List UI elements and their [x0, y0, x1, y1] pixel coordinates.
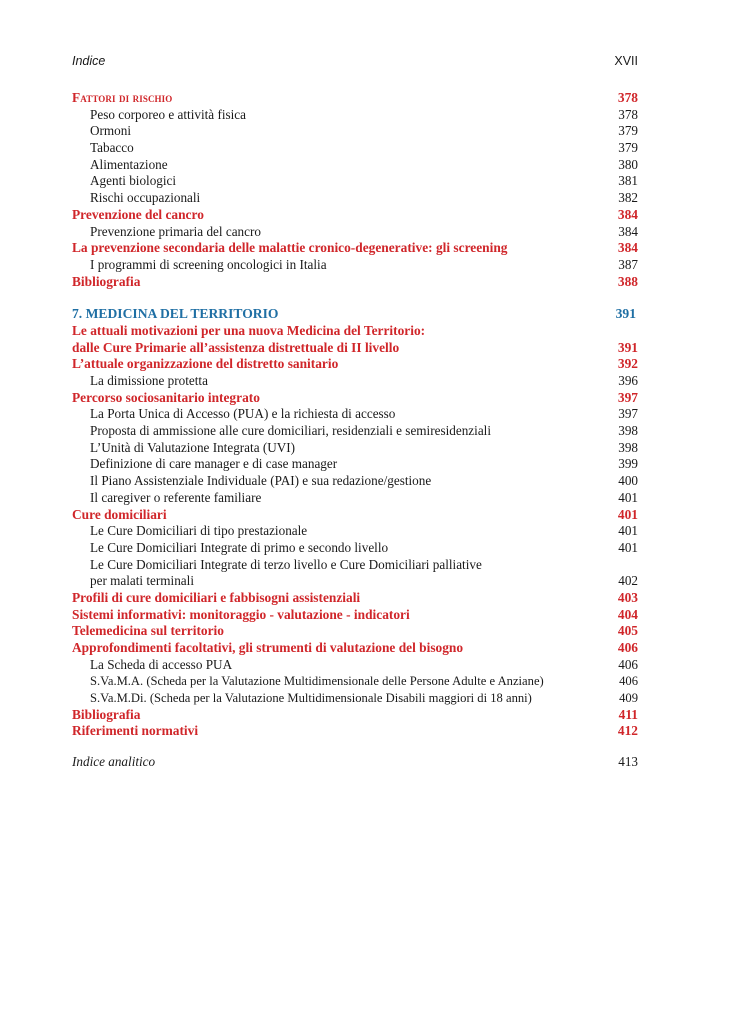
- toc-entry-title: Riferimenti normativi: [72, 723, 199, 739]
- toc-page-number: 382: [618, 190, 638, 206]
- toc-page-number: 409: [619, 691, 638, 706]
- toc-subsection-entry[interactable]: [72, 690, 638, 707]
- toc-page-number: 398: [618, 423, 638, 439]
- toc-subsection-entry[interactable]: [72, 406, 638, 423]
- toc-page-number: 399: [618, 456, 638, 472]
- running-head: [72, 54, 638, 72]
- toc-subsection-entry[interactable]: [72, 140, 638, 157]
- toc-page-number: 391: [615, 306, 636, 322]
- toc-page-number: 413: [618, 754, 638, 770]
- header-page-number: XVII: [614, 54, 638, 68]
- toc-section-entry[interactable]: [72, 207, 638, 224]
- toc-section-entry[interactable]: [72, 90, 638, 107]
- toc-entry-title: Il caregiver o referente familiare: [90, 489, 262, 505]
- toc-entry-title: Proposta di ammissione alle cure domiciliari, residenziali e semiresidenziali: [90, 423, 491, 439]
- toc-page-number: 406: [619, 674, 638, 689]
- toc-section-entry[interactable]: [72, 723, 638, 740]
- toc-page-number: 397: [618, 406, 638, 422]
- toc-section-entry[interactable]: [72, 640, 638, 657]
- toc-entry-title: Rischi occupazionali: [90, 190, 201, 206]
- toc-entry-title: Profili di cure domiciliari e fabbisogni assistenziali: [72, 589, 361, 605]
- toc-page-number: 411: [618, 706, 638, 722]
- toc-entry-title: I programmi di screening oncologici in Italia: [90, 256, 327, 272]
- toc-page-number: 405: [617, 623, 638, 639]
- toc-section-entry[interactable]: [72, 390, 638, 407]
- toc-subsection-entry[interactable]: [72, 123, 638, 140]
- toc-entry-title: La dimissione protetta: [90, 373, 208, 388]
- toc-subsection-entry[interactable]: [72, 224, 638, 241]
- toc-entry-title: dalle Cure Primarie all’assistenza distrettuale di II livello: [72, 339, 400, 355]
- toc-entry-title: Prevenzione del cancro: [72, 206, 204, 222]
- toc-subsection-entry[interactable]: [72, 754, 638, 771]
- toc-page-number: 400: [618, 473, 638, 489]
- toc-subsection-entry[interactable]: [72, 173, 638, 190]
- toc-page-number: 379: [618, 123, 638, 139]
- toc-entry-title: Fattori di rischio: [72, 90, 173, 105]
- toc-page-number: 392: [617, 356, 638, 372]
- toc-entry-title: Approfondimenti facoltativi, gli strumenti di valutazione del bisogno: [72, 640, 464, 655]
- toc-page-number: 402: [618, 573, 638, 589]
- toc-section-entry[interactable]: [72, 323, 638, 340]
- toc-section-entry[interactable]: [72, 623, 638, 640]
- toc-entry-title: Prevenzione primaria del cancro: [90, 223, 261, 239]
- toc-page-number: 401: [618, 489, 638, 505]
- toc-section-entry[interactable]: [72, 707, 638, 724]
- toc-page-number: 380: [618, 156, 638, 172]
- toc-subsection-entry[interactable]: [72, 673, 638, 690]
- toc-page-number: 406: [618, 656, 638, 672]
- toc-subsection-entry[interactable]: [72, 440, 638, 457]
- toc-page-number: 388: [617, 273, 638, 289]
- toc-entry-title: Bibliografia: [72, 706, 141, 722]
- toc-page-number: 404: [617, 606, 638, 622]
- toc-entry-title: Indice analitico: [72, 754, 156, 770]
- toc-page-number: 381: [618, 173, 638, 189]
- toc-entry-title: Alimentazione: [90, 156, 168, 172]
- toc-section-entry[interactable]: [72, 240, 638, 257]
- toc-section-entry[interactable]: [72, 607, 638, 624]
- toc-section-entry[interactable]: [72, 274, 638, 291]
- toc-entry-title: per malati terminali: [90, 573, 194, 589]
- toc-subsection-entry[interactable]: [72, 473, 638, 490]
- toc-entry-title: Definizione di care manager e di case manager: [90, 456, 338, 472]
- toc-entry-title: L’attuale organizzazione del distretto sanitario: [72, 356, 339, 372]
- toc-subsection-entry[interactable]: [72, 107, 638, 124]
- toc-entry-title: La Porta Unica di Accesso (PUA) e la richiesta di accesso: [90, 406, 396, 422]
- toc-subsection-entry[interactable]: [72, 557, 638, 574]
- toc-entry-title: Agenti biologici: [90, 173, 177, 189]
- toc-page-number: 384: [618, 223, 638, 239]
- toc-page-number: 387: [618, 256, 638, 272]
- toc-section-entry[interactable]: [72, 507, 638, 524]
- toc-entry-title: Peso corporeo e attività fisica: [90, 106, 246, 122]
- toc-page-number: 406: [617, 640, 638, 655]
- toc-section-entry[interactable]: [72, 590, 638, 607]
- toc-page-number: 396: [618, 373, 638, 388]
- toc-page-number: 378: [618, 106, 638, 122]
- toc-page-number: 391: [617, 339, 638, 355]
- toc-entry-title: Le attuali motivazioni per una nuova Medicina del Territorio:: [72, 322, 426, 338]
- toc-subsection-entry[interactable]: [72, 157, 638, 174]
- toc-entry-title: Bibliografia: [72, 273, 141, 289]
- toc-subsection-entry[interactable]: [72, 540, 638, 557]
- toc-entry-title: Le Cure Domiciliari di tipo prestazionale: [90, 523, 308, 539]
- toc-subsection-entry[interactable]: [72, 456, 638, 473]
- toc-entry-title: S.Va.M.Di. (Scheda per la Valutazione Multidimensionale Disabili maggiori di 18 anni): [90, 691, 532, 706]
- toc-entry-title: Le Cure Domiciliari Integrate di primo e secondo livello: [90, 539, 389, 555]
- toc-page-number: 401: [618, 539, 638, 555]
- toc-entry-title: Telemedicina sul territorio: [72, 623, 224, 639]
- toc-subsection-entry[interactable]: [72, 523, 638, 540]
- toc-entry-title: S.Va.M.A. (Scheda per la Valutazione Multidimensionale delle Persone Adulte e Anziane): [90, 674, 544, 689]
- toc-entry-title: La Scheda di accesso PUA: [90, 656, 233, 672]
- toc-entry-title: Ormoni: [90, 123, 132, 139]
- toc-subsection-entry[interactable]: [72, 423, 638, 440]
- toc-entry-title: L’Unità di Valutazione Integrata (UVI): [90, 439, 296, 455]
- toc-subsection-entry[interactable]: [72, 373, 638, 390]
- toc-page-number: 378: [617, 90, 638, 105]
- toc-subsection-entry[interactable]: [72, 490, 638, 507]
- toc-spacer: [72, 290, 638, 306]
- table-of-contents: [72, 90, 638, 771]
- toc-page-number: 384: [617, 206, 638, 222]
- toc-subsection-entry[interactable]: [72, 257, 638, 274]
- toc-subsection-entry[interactable]: [72, 190, 638, 207]
- toc-entry-title: La prevenzione secondaria delle malattie cronico-degenerative: gli screening: [72, 240, 508, 256]
- toc-page-number: 397: [617, 389, 638, 405]
- toc-page-number: 401: [617, 506, 638, 522]
- toc-section-entry[interactable]: [72, 356, 638, 373]
- toc-chapter-heading[interactable]: [72, 306, 638, 323]
- toc-page-number: 412: [617, 723, 638, 739]
- toc-entry-title: Percorso sociosanitario integrato: [72, 389, 260, 405]
- toc-page-number: 401: [618, 523, 638, 539]
- toc-entry-title: Sistemi informativi: monitoraggio - valutazione - indicatori: [72, 606, 410, 622]
- toc-page-number: 398: [618, 439, 638, 455]
- toc-entry-title: 7. MEDICINA DEL TERRITORIO: [72, 306, 279, 322]
- toc-subsection-entry[interactable]: [72, 657, 638, 674]
- toc-spacer: [72, 740, 638, 754]
- toc-entry-title: Tabacco: [90, 140, 134, 156]
- toc-page-number: 379: [618, 140, 638, 156]
- toc-section-entry[interactable]: [72, 340, 638, 357]
- toc-entry-title: Il Piano Assistenziale Individuale (PAI) e sua redazione/gestione: [90, 473, 432, 489]
- header-section-title: Indice: [72, 54, 106, 68]
- toc-entry-title: Le Cure Domiciliari Integrate di terzo livello e Cure Domiciliari palliative: [90, 556, 482, 572]
- toc-page-number: 403: [617, 589, 638, 605]
- toc-entry-title: Cure domiciliari: [72, 506, 167, 522]
- toc-page-number: 384: [617, 240, 638, 256]
- toc-subsection-entry[interactable]: [72, 573, 638, 590]
